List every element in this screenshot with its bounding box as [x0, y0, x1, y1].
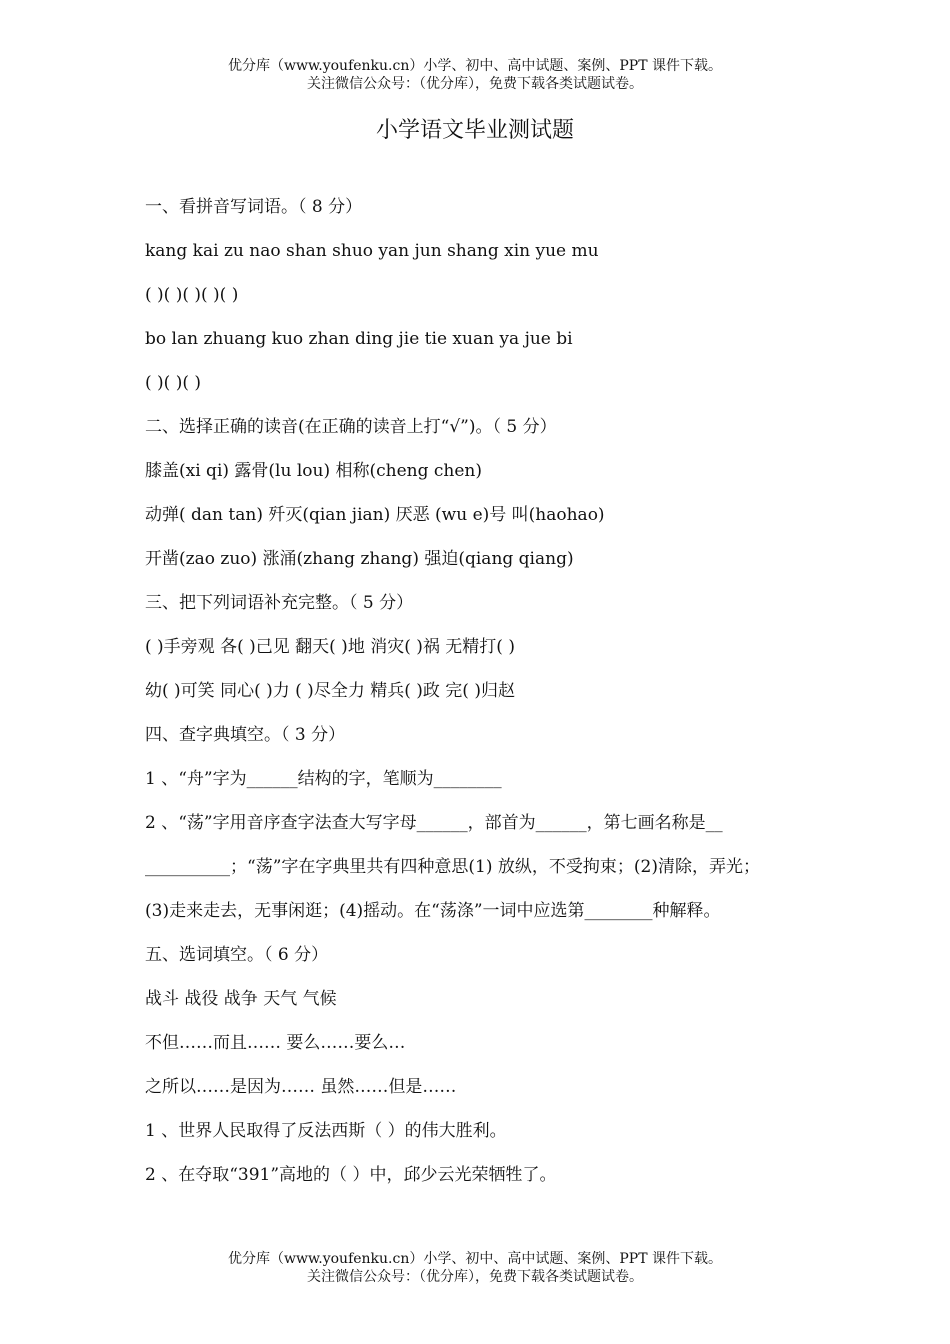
- answer-blanks: ( )( )( )( )( ): [145, 285, 239, 305]
- header-line-2: 关注微信公众号：（优分库），免费下载各类试题试卷。: [307, 76, 643, 92]
- word-bank: 之所以……是因为…… 虽然……但是……: [145, 1077, 457, 1097]
- question-line: 幼( )可笑 同心( )力 ( )尽全力 精兵( )政 完( )归赵: [145, 681, 515, 701]
- answer-blanks: ( )( )( ): [145, 373, 202, 393]
- question-line: 1 、“舟”字为______结构的字，笔顺为________: [145, 769, 502, 789]
- word-bank: 战斗 战役 战争 天气 气候: [145, 989, 337, 1009]
- question-line: 2 、在夺取“391”高地的（ ）中，邱少云光荣牺牲了。: [145, 1165, 557, 1185]
- question-line: 2 、“荡”字用音序查字法查大写字母______，部首为______，第七画名称是__: [145, 813, 723, 833]
- footer-line-1: 优分库（www.youfenku.cn）小学、初中、高中试题、案例、PPT 课件下载。: [227, 1251, 722, 1267]
- section-heading-2: 二、选择正确的读音(在正确的读音上打“√”)。（ 5 分）: [145, 417, 557, 437]
- section-heading-1: 一、看拼音写词语。（ 8 分）: [145, 197, 363, 217]
- question-line: 膝盖(xi qi) 露骨(lu lou) 相称(cheng chen): [145, 461, 483, 481]
- footer-line-2: 关注微信公众号：（优分库），免费下载各类试题试卷。: [307, 1269, 643, 1285]
- section-heading-3: 三、把下列词语补充完整。（ 5 分）: [145, 593, 414, 613]
- header-line-1: 优分库（www.youfenku.cn）小学、初中、高中试题、案例、PPT 课件下载。: [227, 58, 722, 74]
- question-line: 动弹( dan tan) 歼灭(qian jian) 厌恶 (wu e)号 叫(haohao): [145, 505, 605, 525]
- question-line: 1 、世界人民取得了反法西斯（ ）的伟大胜利。: [145, 1121, 507, 1141]
- question-line: 开凿(zao zuo) 涨涌(zhang zhang) 强迫(qiang qiang): [145, 549, 574, 569]
- question-line: ( )手旁观 各( )己见 翻天( )地 消灾( )祸 无精打( ): [145, 637, 515, 657]
- pinyin-line: bo lan zhuang kuo zhan ding jie tie xuan ya jue bi: [145, 329, 573, 349]
- question-line: __________；“荡”字在字典里共有四种意思(1) 放纵，不受拘束；(2)清除，弄光；: [145, 857, 760, 877]
- pinyin-line: kang kai zu nao shan shuo yan jun shang xin yue mu: [145, 241, 599, 261]
- question-line: (3)走来走去，无事闲逛；(4)摇动。在“荡涤”一词中应选第________种解释。: [145, 901, 721, 921]
- section-heading-4: 四、查字典填空。（ 3 分）: [145, 725, 346, 745]
- section-heading-5: 五、选词填空。（ 6 分）: [145, 945, 329, 965]
- page-title: 小学语文毕业测试题: [375, 118, 574, 143]
- word-bank: 不但……而且…… 要么……要么…: [145, 1033, 406, 1053]
